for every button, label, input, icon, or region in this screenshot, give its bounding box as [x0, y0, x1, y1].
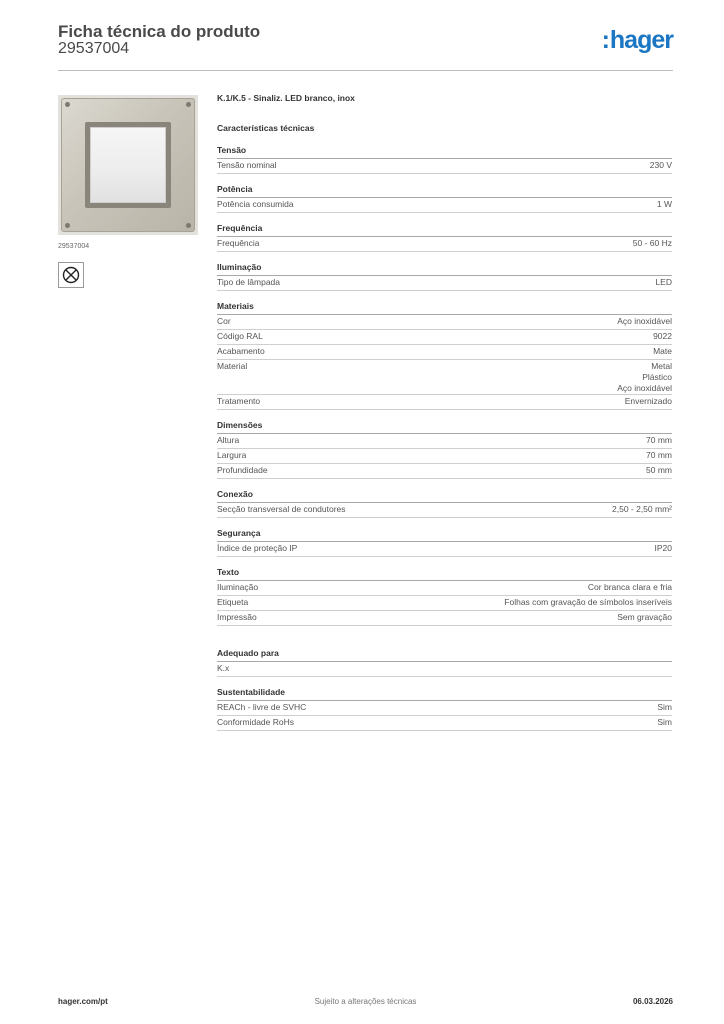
spec-value-line: 70 mm: [646, 450, 672, 460]
spec-row: [217, 360, 672, 395]
spec-value-line: Cor branca clara e fria: [587, 582, 672, 592]
section-title: Adequado para: [217, 648, 672, 662]
spec-value: [504, 597, 672, 608]
spec-label: Tensão nominal: [217, 160, 277, 170]
section-title: Materiais: [217, 301, 672, 315]
spec-value: [653, 331, 672, 342]
spec-section: [217, 223, 672, 252]
spec-label: Cor: [217, 316, 231, 326]
spec-row: [217, 198, 672, 213]
spec-row: [217, 701, 672, 716]
spec-row: [217, 330, 672, 345]
section-title: Segurança: [217, 528, 672, 542]
spec-value-line: 50 - 60 Hz: [632, 238, 672, 248]
tech-heading: Características técnicas: [217, 123, 315, 133]
image-caption: 29537004: [58, 243, 90, 250]
spec-value: [653, 346, 672, 357]
spec-row: [217, 345, 672, 360]
spec-value: [646, 435, 672, 446]
spec-value-line: Sim: [657, 702, 672, 712]
spec-value: [657, 702, 672, 713]
spec-content: [217, 93, 672, 731]
spec-value-line: Metal: [651, 361, 672, 371]
spec-label: Código RAL: [217, 331, 263, 341]
product-name: K.1/K.5 - Sinaliz. LED branco, inox: [217, 93, 355, 103]
spec-value-line: 9022: [653, 331, 672, 341]
section-title: Texto: [217, 567, 672, 581]
spec-label: Índice de proteção IP: [217, 543, 298, 553]
spec-row: [217, 662, 672, 677]
lamp-symbol-icon: [58, 262, 84, 288]
spec-value: [646, 465, 672, 476]
spec-label: Impressão: [217, 612, 257, 622]
spec-value: [617, 612, 672, 623]
spec-section: [217, 262, 672, 291]
spec-value: [612, 504, 672, 515]
section-title: Potência: [217, 184, 672, 198]
spec-label: Frequência: [217, 238, 260, 248]
spec-label: Etiqueta: [217, 597, 249, 607]
spec-value-line: Mate: [653, 346, 672, 356]
spec-value-line: Aço inoxidável: [617, 316, 672, 326]
spec-row: [217, 395, 672, 410]
section-title: Conexão: [217, 489, 672, 503]
screw-icon: [186, 102, 191, 107]
spec-value: [650, 160, 672, 171]
spec-row: [217, 159, 672, 174]
spec-row: [217, 464, 672, 479]
lens-frame: [85, 122, 171, 208]
section-title: Sustentabilidade: [217, 687, 672, 701]
led-lens: [90, 127, 166, 203]
logo-text: hager: [609, 26, 673, 54]
spec-section: [217, 648, 672, 677]
spec-section: [217, 687, 672, 731]
spec-section: [217, 420, 672, 479]
spec-label: REACh - livre de SVHC: [217, 702, 307, 712]
spec-row: [217, 581, 672, 596]
spec-section: [217, 567, 672, 626]
spec-section: [217, 489, 672, 518]
spec-label: Acabamento: [217, 346, 265, 356]
page-header: [58, 20, 673, 71]
spec-label: Largura: [217, 450, 247, 460]
spec-value-line: 1 W: [656, 199, 672, 209]
spec-row: [217, 315, 672, 330]
hager-logo: :hager: [601, 26, 673, 54]
screw-icon: [65, 223, 70, 228]
spec-value: [588, 582, 672, 593]
spec-row: [217, 434, 672, 449]
spec-value-line: 230 V: [649, 160, 672, 170]
spec-row: [217, 276, 672, 291]
spec-label: Potência consumida: [217, 199, 294, 209]
spec-label: K.x: [217, 663, 230, 673]
spec-section: [217, 528, 672, 557]
section-title: Iluminação: [217, 262, 672, 276]
spec-section: [217, 184, 672, 213]
spec-row: [217, 542, 672, 557]
spec-label: Material: [217, 361, 248, 371]
document-title: Ficha técnica do produto: [58, 22, 261, 41]
spec-section: [217, 145, 672, 174]
product-code: 29537004: [58, 40, 130, 57]
spec-section: [217, 301, 672, 410]
spec-value-line: Sim: [657, 717, 672, 727]
spec-row: [217, 716, 672, 731]
spec-value-line: LED: [655, 277, 672, 287]
spec-value: [655, 543, 673, 554]
spec-row: [217, 449, 672, 464]
spec-value-line: Folhas com gravação de símbolos inseríveis: [504, 597, 672, 607]
spec-label: Iluminação: [217, 582, 259, 592]
screw-icon: [65, 102, 70, 107]
section-title: Dimensões: [217, 420, 672, 434]
spec-value-line: Plástico: [642, 372, 672, 382]
spec-row: [217, 503, 672, 518]
spec-row: [217, 237, 672, 252]
page-footer: [58, 997, 673, 1009]
spec-value: [617, 316, 672, 327]
spec-sections: [217, 145, 672, 731]
spec-value-line: 50 mm: [646, 465, 672, 475]
spec-value: [655, 277, 672, 288]
spec-row: [217, 611, 672, 626]
screw-icon: [186, 223, 191, 228]
section-title: Frequência: [217, 223, 672, 237]
spec-value: [625, 396, 672, 407]
spec-row: [217, 596, 672, 611]
spec-label: Conformidade RoHs: [217, 717, 295, 727]
spec-value-line: Sem gravação: [617, 612, 672, 622]
spec-label: Secção transversal de condutores: [217, 504, 346, 514]
spec-label: Tratamento: [217, 396, 261, 406]
spec-value: [657, 199, 672, 210]
spec-value-line: Aço inoxidável: [617, 383, 672, 393]
spec-value: [657, 717, 672, 728]
spec-value-line: Envernizado: [624, 396, 672, 406]
spec-value-line: 2,50 - 2,50 mm²: [612, 504, 672, 514]
spec-value-line: IP20: [654, 543, 672, 553]
footer-note: Sujeito a alterações técnicas: [314, 997, 417, 1006]
spec-value: [633, 238, 672, 249]
spec-label: Profundidade: [217, 465, 268, 475]
product-plate: [61, 98, 195, 232]
footer-site: hager.com/pt: [58, 997, 108, 1006]
product-image: [58, 95, 198, 235]
footer-date: 06.03.2026: [632, 997, 673, 1006]
spec-value-line: 70 mm: [646, 435, 672, 445]
section-title: Tensão: [217, 145, 672, 159]
spec-label: Tipo de lâmpada: [217, 277, 281, 287]
spec-value: [646, 450, 672, 461]
spec-value: [617, 361, 672, 394]
spec-label: Altura: [217, 435, 240, 445]
